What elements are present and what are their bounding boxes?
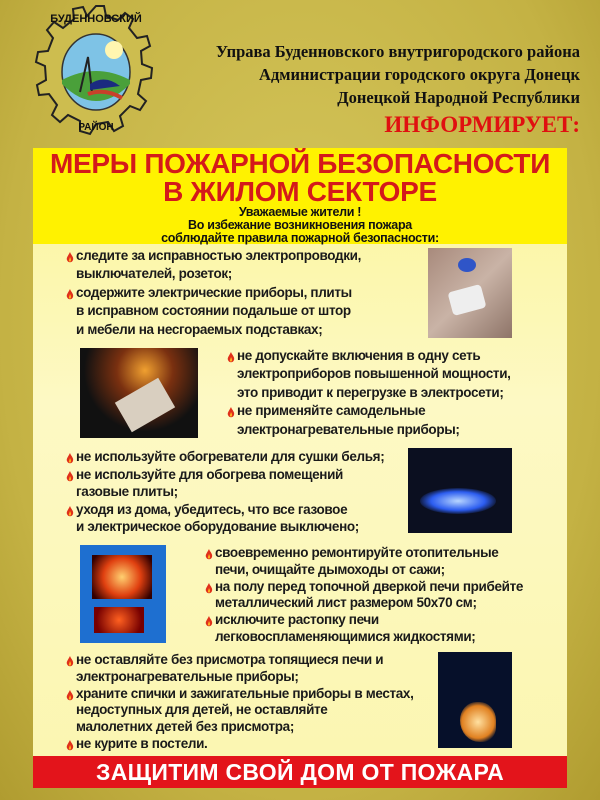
- safety-rule-line: не применяйте самодельные: [237, 403, 426, 419]
- safety-rule-line: на полу перед топочной дверкой печи прибейте: [215, 578, 524, 594]
- logo-text-bottom: РАЙОН: [78, 122, 114, 133]
- header-line-3: Донецкой Народной Республики: [337, 88, 580, 107]
- safety-rule-line: и мебели на несгораемых подставках;: [76, 321, 323, 337]
- safety-rule-line: не используйте для обогрева помещений: [76, 466, 343, 482]
- flame-bullet-icon: [205, 614, 213, 625]
- poster-title-line-1: МЕРЫ ПОЖАРНОЙ БЕЗОПАСНОСТИ: [49, 148, 551, 179]
- electrical-outlet-photo: [428, 248, 512, 338]
- flame-bullet-icon: [66, 469, 74, 480]
- safety-rule-line: металлический лист размером 50х70 см;: [215, 595, 477, 611]
- safety-rule-line: печи, очищайте дымоходы от сажи;: [215, 561, 445, 577]
- intro-line-2: соблюдайте правила пожарной безопасности:: [161, 231, 439, 245]
- safety-rule-line: и электрическое оборудование выключено;: [76, 519, 359, 535]
- safety-rule-line: своевременно ремонтируйте отопительные: [215, 545, 499, 560]
- informs-heading: ИНФОРМИРУЕТ:: [384, 112, 580, 137]
- burning-match-photo: [438, 652, 512, 748]
- header-line-1: Управа Буденновского внутригородского района: [215, 42, 580, 61]
- burning-socket-photo: [80, 348, 198, 438]
- flame-bullet-icon: [66, 250, 74, 261]
- safety-rule-line: исключите растопку печи: [215, 612, 379, 628]
- safety-rule-line: не курите в постели.: [76, 736, 208, 751]
- flame-bullet-icon: [66, 504, 74, 515]
- safety-rule-line: электронагревательные приборы;: [76, 668, 299, 684]
- header-line-2: Администрации городского округа Донецк: [259, 65, 580, 84]
- fire-safety-poster: [33, 148, 567, 788]
- intro-line-1: Во избежание возникновения пожара: [188, 218, 412, 232]
- gas-stove-photo: [408, 448, 512, 533]
- safety-rule-line: не допускайте включения в одну сеть: [237, 348, 481, 363]
- flame-bullet-icon: [66, 688, 74, 699]
- safety-rule-line: следите за исправностью электропроводки,: [76, 248, 361, 263]
- safety-rule-line: это приводит к перегрузке в электросети;: [237, 384, 504, 400]
- safety-rule-line: содержите электрические приборы, плиты: [76, 284, 352, 300]
- safety-rule-line: не используйте обогреватели для сушки белья;: [76, 449, 385, 464]
- footer-slogan-banner: ЗАЩИТИМ СВОЙ ДОМ ОТ ПОЖАРА: [33, 756, 567, 788]
- safety-rule-line: электроприборов повышенной мощности,: [237, 366, 511, 382]
- district-emblem-logo: [30, 2, 162, 144]
- safety-rule-line: электронагревательные приборы;: [237, 421, 460, 437]
- flame-bullet-icon: [66, 287, 74, 298]
- logo-text-top: БУДЕННОВСКИЙ: [50, 13, 142, 25]
- flame-bullet-icon: [66, 738, 74, 749]
- flame-bullet-icon: [205, 547, 213, 558]
- flame-bullet-icon: [66, 654, 74, 665]
- safety-rule-line: не оставляйте без присмотра топящиеся печи и: [76, 652, 384, 667]
- safety-rule-line: недоступных для детей, не оставляйте: [76, 702, 328, 718]
- safety-rule-line: храните спички и зажигательные приборы в местах,: [76, 685, 414, 701]
- poster-title-line-2: В ЖИЛОМ СЕКТОРЕ: [163, 176, 437, 207]
- safety-rule-line: газовые плиты;: [76, 484, 178, 500]
- greeting: Уважаемые жители !: [238, 205, 362, 219]
- stove-fire-photo: [80, 545, 166, 643]
- flame-bullet-icon: [227, 405, 235, 416]
- safety-rule-line: выключателей, розеток;: [76, 266, 232, 282]
- flame-bullet-icon: [227, 350, 235, 361]
- safety-rule-line: легковоспламеняющимися жидкостями;: [215, 629, 476, 644]
- safety-rule-line: малолетних детей без присмотра;: [76, 719, 294, 735]
- flame-bullet-icon: [205, 581, 213, 592]
- safety-rule-line: в исправном состоянии подальше от штор: [76, 303, 351, 319]
- safety-rule-line: уходя из дома, убедитесь, что все газовое: [76, 501, 348, 517]
- flame-bullet-icon: [66, 451, 74, 462]
